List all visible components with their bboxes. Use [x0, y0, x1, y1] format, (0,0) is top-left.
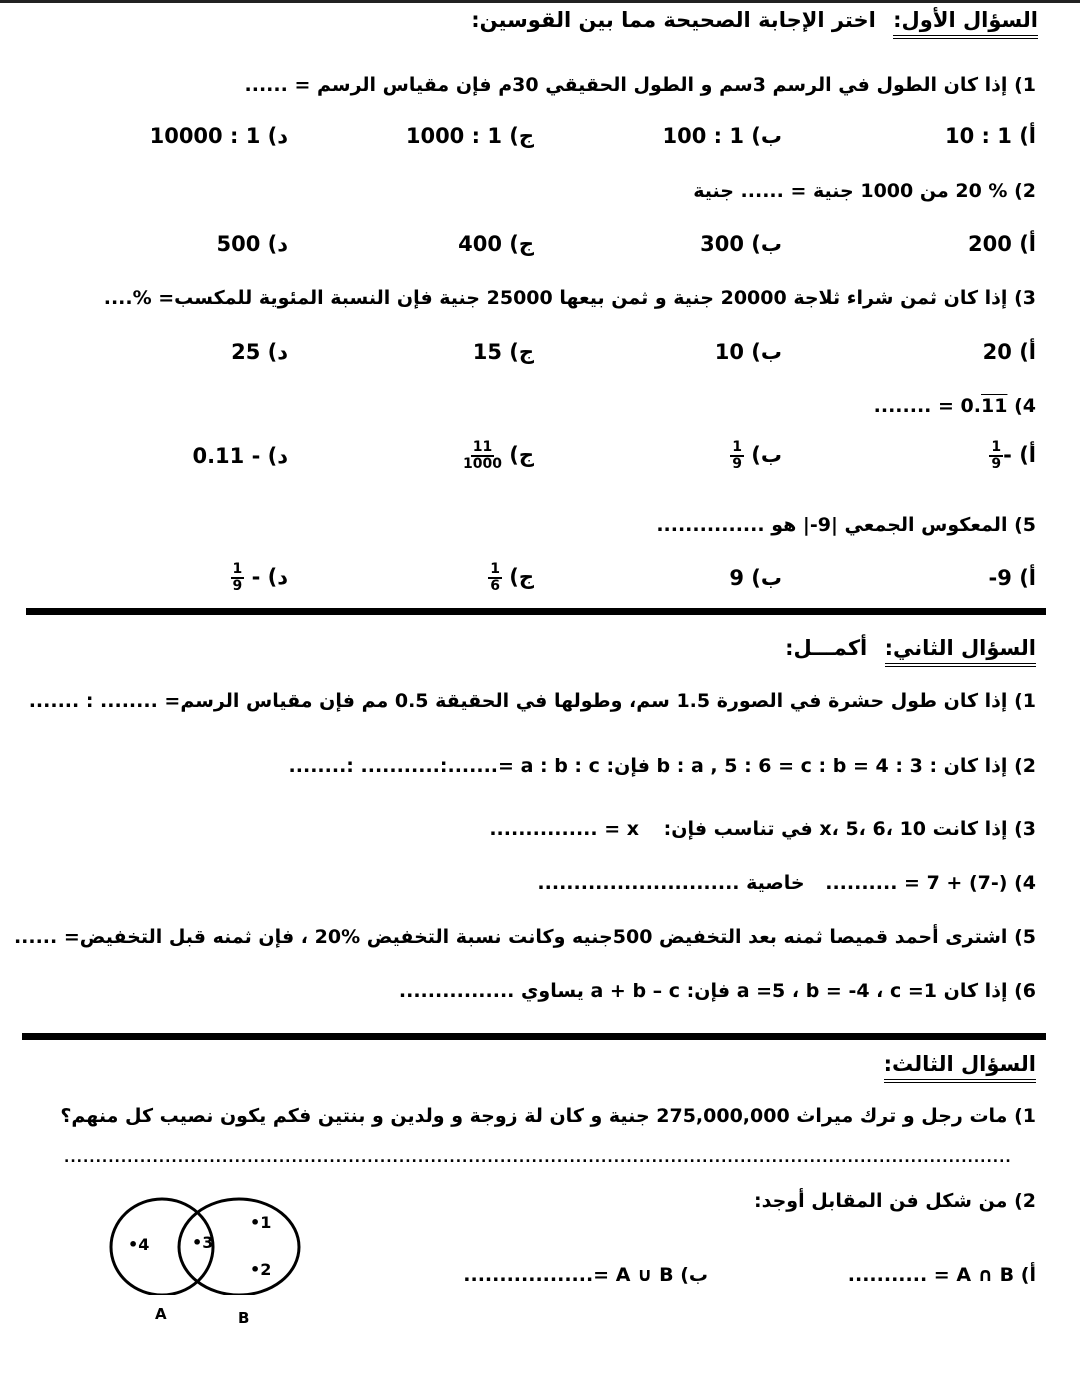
question-text: % 20 من 1000 جنية = ...... جنية	[693, 180, 1008, 202]
question-number: 1)	[1014, 74, 1036, 96]
s1-q1	[245, 74, 1036, 96]
s1-q2	[693, 180, 1036, 202]
s2-item-2: 2) إذا كان : 3 : 4 = b : a , 5 : 6 = c : b فإن: a : b : c =.......:........... :........	[288, 755, 1036, 777]
s2-item-6: 6) إذا كان a =5 ، b = -4 ، c =1 فإن: a + b – c يساوي ................	[398, 980, 1036, 1002]
section-divider	[22, 1033, 1046, 1040]
s1-q4	[874, 395, 1036, 417]
s1-q3-option-d: د) 25	[231, 340, 288, 364]
s1-q3-option-c: ج) 15	[472, 340, 534, 364]
fraction: $\frac{1}{9}$	[732, 439, 742, 472]
venn-label-a: A	[155, 1305, 167, 1323]
s1-q5-option-c: ج) $\frac{1}{6}$	[490, 561, 534, 594]
s1-q1-option-d: د) 1 : 10000	[149, 124, 288, 148]
s1-q1-option-a: أ) 1 : 10	[945, 124, 1036, 148]
s3-q2-part-b: ب) A ∪ B =..................	[463, 1264, 708, 1286]
question-text: المعكوس الجمعي |9-| هو ...............	[656, 514, 1008, 536]
top-border	[0, 0, 1080, 3]
s1-q5	[656, 514, 1036, 536]
s2-item-1: 1) إذا كان طول حشرة في الصورة 1.5 سم، وطولها في الحقيقة 0.5 مم فإن مقياس الرسم= ........ : .......	[28, 690, 1036, 712]
s1-q4-option-d: د) - 0.11	[192, 444, 288, 468]
question-number: 3)	[1014, 287, 1036, 309]
question-text: إذا كان الطول في الرسم 3سم و الطول الحقيقي 30م فإن مقياس الرسم = ......	[244, 74, 1008, 96]
question-text: إذا كان ثمن شراء ثلاجة 20000 جنية و ثمن بيعها 25000 جنية فإن النسبة المئوية للمكسب= %....	[103, 287, 1008, 309]
s1-q1-option-c: ج) 1 : 1000	[405, 124, 534, 148]
s1-q3-option-a: أ) 20	[982, 340, 1036, 364]
answer-line: ......................................................................................................................................................	[64, 1150, 1012, 1166]
venn-label-b: B	[238, 1309, 250, 1327]
s1-q5-option-d: د) - $\frac{1}{9}$	[232, 561, 288, 594]
s3-q2-part-a: أ) A ∩ B = ...........	[847, 1264, 1036, 1286]
section3-heading	[884, 1052, 1036, 1076]
s1-q2-option-d: د) 500	[216, 232, 288, 256]
s1-q3	[104, 287, 1036, 309]
question-number: 2)	[1014, 180, 1036, 202]
section-divider	[26, 608, 1046, 615]
s1-q3-option-b: ب) 10	[714, 340, 782, 364]
fraction: $\frac{11}{1000}$	[462, 439, 502, 472]
venn-element-only-a: •4	[128, 1235, 150, 1254]
s1-q1-option-b: ب) 1 : 100	[662, 124, 782, 148]
section3-title: السؤال الثالث:	[884, 1052, 1036, 1083]
venn-element-intersection: •3	[192, 1233, 214, 1252]
repeating-decimal: 0.11 = ........	[873, 395, 1008, 417]
s1-q4-option-c: ج) $\frac{11}{1000}$	[462, 439, 534, 472]
section1-heading	[471, 8, 1038, 32]
section2-title: السؤال الثاني:	[885, 636, 1036, 667]
s1-q4-option-a: أ) - $\frac{1}{9}$	[991, 439, 1036, 472]
s1-q2-option-b: ب) 300	[700, 232, 782, 256]
s1-q4-option-b: ب) $\frac{1}{9}$	[732, 439, 782, 472]
s1-q2-option-a: أ) 200	[968, 232, 1036, 256]
section2-heading	[785, 636, 1036, 660]
s3-q1: 1) مات رجل و ترك ميراث 275,000,000 جنية و كان لة زوجة و ولدين و بنتين فكم يكون نصيب كل منهم؟	[60, 1105, 1036, 1127]
s1-q5-option-b: ب) 9	[729, 566, 782, 590]
section2-instruction: أكمـــل:	[785, 636, 868, 660]
s1-q5-option-a: أ) 9-	[988, 566, 1036, 590]
question-number: 5)	[1014, 514, 1036, 536]
fraction: $\frac{1}{9}$	[991, 439, 1002, 472]
s2-item-4: 4) (-7) + 7 = .......... خاصية ............................	[537, 872, 1036, 894]
s3-q2: 2) من شكل فن المقابل أوجد:	[754, 1190, 1036, 1212]
section1-instruction: اختر الإجابة الصحيحة مما بين القوسين:	[471, 8, 876, 32]
section1-title: السؤال الأول:	[893, 8, 1038, 39]
question-number: 4)	[1014, 395, 1036, 417]
fraction: $\frac{1}{9}$	[232, 561, 243, 594]
venn-element-only-b: •2	[250, 1260, 272, 1279]
s2-item-5: 5) اشترى أحمد قميصا ثمنه بعد التخفيض 500جنيه وكانت نسبة التخفيض %20 ، فإن ثمنه قبل التخفيض= ......	[13, 926, 1036, 948]
venn-diagram	[100, 1195, 310, 1330]
s1-q2-option-c: ج) 400	[458, 232, 534, 256]
fraction: $\frac{1}{6}$	[490, 561, 500, 594]
s2-item-3: 3) إذا كانت x، 5، 6، 10 في تناسب فإن: x = ...............	[489, 818, 1036, 840]
venn-element-only-b: •1	[250, 1213, 272, 1232]
